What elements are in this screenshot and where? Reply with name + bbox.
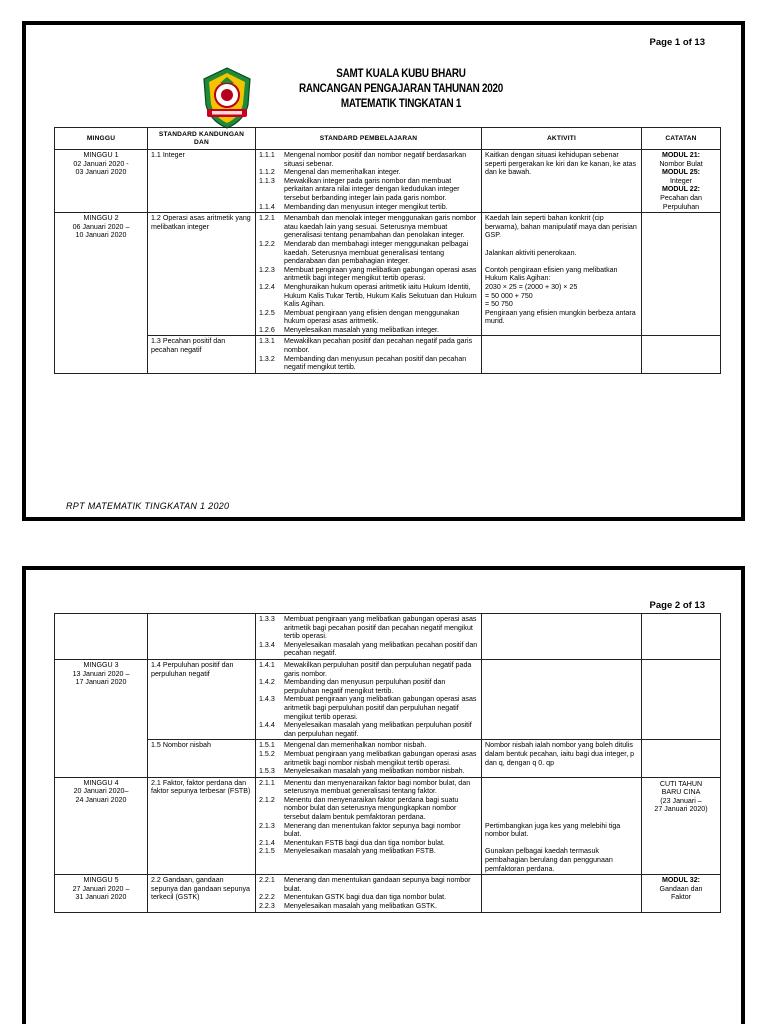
learning-standard-text: Menyelesaikan masalah yang melibatkan pecahan positif dan pecahan negatif. (284, 640, 478, 658)
page-number: Page 2 of 13 (649, 600, 705, 611)
plan-title: RANCANGAN PENGAJARAN TAHUNAN 2020 (299, 83, 503, 95)
table-row (55, 777, 721, 875)
content-standard-text: 1.2 Operasi asas aritmetik yang melibatkan integer (151, 214, 251, 231)
learning-standard-text: Menentukan GSTK bagi dua dan tiga nombor bulat. (284, 893, 447, 902)
learning-standard-cell (256, 740, 482, 777)
learning-standard-code: 1.4.1 (259, 660, 275, 669)
learning-standard-text: Membanding dan menyusun perpuluhan positif dan perpuluhan negatif mengikut tertib. (284, 678, 446, 695)
learning-standard-code: 1.2.1 (259, 214, 275, 223)
content-standard-text: 2.2 Gandaan, gandaan sepunya dan gandaan sepunya terkecil (GSTK) (151, 876, 251, 902)
content-standard-cell (148, 777, 256, 875)
header-standard-kandungan: STANDARD KANDUNGAN DAN (148, 128, 256, 150)
notes-cell (642, 659, 721, 739)
learning-standard-text: Membuat pengiraan yang melibatkan gabungan operasi asas aritmetik bagi perpuluhan positif dan perpuluhan negatif mengikut tertib operasi. (284, 695, 477, 721)
learning-standard-item (259, 796, 478, 822)
learning-standard-item (259, 309, 478, 326)
learning-standard-text: Mewakilkan integer pada garis nombor dan membuat perkaitan antara nilai integer dengan kedudukan integer tersebut berbanding integer lain pada garis nombor. (284, 176, 460, 202)
learning-standard-cell (256, 777, 482, 875)
content-standard-text: 1.1 Integer (151, 151, 185, 159)
header-aktiviti: AKTIVITI (482, 128, 642, 150)
learning-standard-item (259, 283, 478, 309)
learning-standard-text: Menghuraikan hukum operasi aritmetik iaitu Hukum Identiti, Hukum Kalis Tukar Tertib, Hukum Kalis Sekutuan dan Hukum Kalis Agihan. (284, 282, 477, 309)
learning-standard-item (259, 721, 478, 738)
week-cell (55, 659, 148, 777)
learning-standard-cell (256, 875, 482, 912)
learning-standard-code: 1.1.1 (259, 151, 275, 159)
week-cell (55, 777, 148, 875)
activity-cell (482, 740, 642, 777)
learning-standard-cell (256, 336, 482, 373)
content-standard-cell (148, 614, 256, 660)
learning-standard-item (259, 876, 478, 893)
learning-standard-item (259, 661, 478, 678)
notes-cell (642, 740, 721, 777)
learning-standard-code: 1.2.5 (259, 308, 275, 317)
learning-standard-item (259, 355, 478, 372)
learning-standard-text: Menerang dan menentukan gandaan sepunya bagi nombor bulat. (284, 876, 471, 893)
learning-standard-text: Membuat pengiraan yang melibatkan gabungan operasi asas aritmetik bagi nombor nisbah mengikut tertib operasi. (284, 749, 477, 767)
learning-standard-code: 2.1.2 (259, 795, 275, 804)
learning-standard-code: 1.5.2 (259, 749, 275, 758)
learning-standard-text: Menerang dan menentukan faktor sepunya bagi nombor bulat. (284, 821, 461, 839)
learning-standard-text: Menentukan FSTB bagi dua dan tiga nombor bulat. (284, 838, 445, 847)
learning-standard-text: Mengenal nombor positif dan nombor negatif berdasarkan situasi sebenar. (284, 151, 467, 168)
content-standard-cell (148, 659, 256, 739)
learning-standard-item (259, 767, 478, 776)
learning-standard-code: 1.3.1 (259, 337, 275, 346)
learning-standard-item (259, 240, 478, 266)
learning-standard-code: 1.5.3 (259, 767, 275, 776)
activity-cell (482, 150, 642, 213)
activity-text: Contoh pengiraan efisien yang melibatkan Hukum Kalis Agihan: 2030 × 25 = (2000 + 30) × 25 = 50 000 + 750 = 50 750 Pengiraan yang efisien mungkin berbeza antara murid. (485, 265, 636, 326)
content-standard-cell (148, 875, 256, 912)
plan-table-continued (54, 613, 721, 913)
learning-standard-cell (256, 614, 482, 660)
learning-standard-text: Membuat pengiraan yang melibatkan gabungan operasi asas aritmetik bagi integer mengikut tertib operasi. (284, 265, 477, 283)
week-line: 03 Januari 2020 (75, 168, 127, 177)
learning-standard-item (259, 177, 478, 203)
notes-cell (642, 150, 721, 213)
learning-standard-text: Mengenal dan memerihalkan integer. (284, 168, 401, 177)
week-line: 24 Januari 2020 (75, 795, 127, 804)
note-line: Nombor Bulat (659, 159, 703, 168)
learning-standard-text: Mewakilkan pecahan positif dan pecahan negatif pada garis nombor. (284, 337, 473, 355)
learning-standard-item (259, 168, 478, 177)
activity-text: Gunakan pelbagai kaedah termasuk pembahagian berulang dan penggunaan pemfaktoran perdana. (485, 847, 613, 873)
content-standard-cell (148, 213, 256, 336)
learning-standard-text: Mengenal dan memerihalkan nombor nisbah. (284, 741, 427, 750)
activity-text: Kaedah lain seperti bahan konkrit (cip berwarna), bahan manipulatif maya dan perisian GSP. (485, 214, 637, 240)
learning-standard-cell (256, 150, 482, 213)
note-line: Integer (669, 176, 693, 185)
learning-standard-text: Membanding dan menyusun integer mengikut tertib. (284, 202, 448, 211)
note-line: CUTI TAHUN (659, 779, 703, 788)
note-line: MODUL 21: (661, 151, 701, 159)
table-row (55, 659, 721, 739)
learning-standard-text: Menentu dan menyenaraikan faktor perdana bagi suatu nombor bulat dan seterusnya mengungkapkan nombor tersebut dalam bentuk pemfaktoran perdana. (284, 795, 459, 822)
page-separator (0, 525, 768, 566)
learning-standard-text: Menambah dan menolak integer menggunakan garis nombor atau kaedah lain yang sesuai. Seterusnya membuat generalisasi tentang penambahan dan penolakan integer. (284, 214, 477, 240)
learning-standard-item (259, 326, 478, 335)
week-cell (55, 213, 148, 374)
week-line: MINGGU 2 (83, 214, 119, 223)
notes-cell (642, 875, 721, 912)
week-line: MINGGU 5 (83, 876, 119, 885)
learning-standard-code: 1.4.2 (259, 678, 275, 687)
learning-standard-text: Mendarab dan membahagi integer menggunakan pelbagai kaedah. Seterusnya membuat generalisasi tentang pendarabaan dan pembahagian integer. (284, 239, 469, 266)
activity-cell (482, 875, 642, 912)
activity-text: Kaitkan dengan situasi kehidupan sebenar seperti pergerakan ke kiri dan ke kanan, ke atas dan ke bawah. (485, 151, 637, 177)
learning-standard-item (259, 779, 478, 796)
learning-standard-cell (256, 213, 482, 336)
week-line: 17 Januari 2020 (75, 678, 127, 687)
notes-cell (642, 614, 721, 660)
activity-text: Pertimbangkan juga kes yang melebihi tiga nombor bulat. (485, 821, 621, 839)
learning-standard-item (259, 741, 478, 750)
note-line: (23 Januari – (660, 796, 702, 805)
document-title (276, 67, 525, 112)
learning-standard-text: Membuat pengiraan yang efisien dengan menggunakan hukum operasi asas aritmetik. (284, 308, 460, 326)
learning-standard-cell (256, 659, 482, 739)
note-line: Gandaan dan (659, 884, 703, 893)
activity-cell (482, 777, 642, 875)
learning-standard-text: Membuat pengiraan yang melibatkan gabungan operasi asas aritmetik bagi pecahan positif dan pecahan negatif mengikut tertib operasi. (284, 615, 477, 641)
learning-standard-item (259, 641, 478, 658)
document-page-1 (22, 21, 745, 521)
week-line: 02 Januari 2020 - (73, 159, 129, 168)
note-line: MODUL 25: (661, 168, 701, 177)
learning-standard-item (259, 337, 478, 354)
table-row (55, 213, 721, 336)
document-page-2 (22, 566, 745, 1024)
content-standard-cell (148, 150, 256, 213)
table-row (55, 614, 721, 660)
header-catatan: CATATAN (642, 128, 721, 150)
note-line: 27 Januari 2020) (654, 805, 708, 814)
learning-standard-item (259, 902, 478, 911)
table-row (55, 150, 721, 213)
week-line: MINGGU 1 (83, 151, 119, 159)
learning-standard-item (259, 678, 478, 695)
note-line: Pecahan dan (660, 193, 702, 202)
table-row (55, 875, 721, 912)
week-line: 31 Januari 2020 (75, 893, 127, 902)
page-number: Page 1 of 13 (649, 37, 705, 48)
learning-standard-text: Menyelesaikan masalah yang melibatkan integer. (284, 325, 439, 334)
learning-standard-text: Menentu dan menyenaraikan faktor bagi nombor bulat, dan seterusnya membuat generalisasi tentang faktor. (284, 778, 471, 796)
learning-standard-code: 1.1.2 (259, 168, 275, 177)
week-line: MINGGU 3 (83, 660, 119, 669)
learning-standard-item (259, 214, 478, 240)
learning-standard-code: 1.2.6 (259, 325, 275, 334)
notes-cell (642, 213, 721, 336)
school-crest-logo (198, 65, 256, 131)
note-line: Perpuluhan (662, 202, 700, 211)
learning-standard-code: 1.1.4 (259, 202, 275, 211)
week-line: MINGGU 4 (83, 778, 119, 787)
week-line: 06 Januari 2020 – (72, 222, 130, 231)
learning-standard-item (259, 847, 478, 856)
page-footer: RPT MATEMATIK TINGKATAN 1 2020 (66, 501, 230, 511)
learning-standard-item (259, 839, 478, 848)
header-minggu: MINGGU (55, 128, 148, 150)
learning-standard-item (259, 822, 478, 839)
learning-standard-code: 1.1.3 (259, 176, 275, 185)
content-standard-text: 1.5 Nombor nisbah (151, 741, 211, 750)
week-line: 10 Januari 2020 (75, 231, 127, 240)
content-standard-text: 1.3 Pecahan positif dan pecahan negatif (151, 337, 226, 355)
activity-cell (482, 614, 642, 660)
learning-standard-text: Menyelesaikan masalah yang melibatkan GSTK. (284, 902, 437, 911)
learning-standard-code: 1.4.3 (259, 695, 275, 704)
learning-standard-item (259, 750, 478, 767)
activity-text: Nombor nisbah ialah nombor yang boleh ditulis dalam bentuk pecahan, iaitu bagi dua integer, p dan q, dengan q 0. qp (485, 741, 635, 767)
note-line: BARU CINA (661, 788, 701, 797)
learning-standard-code: 1.4.4 (259, 721, 275, 730)
activity-cell (482, 336, 642, 373)
learning-standard-code: 1.2.4 (259, 282, 275, 291)
notes-cell (642, 777, 721, 875)
learning-standard-code: 2.2.2 (259, 893, 275, 902)
learning-standard-code: 2.1.3 (259, 821, 275, 830)
content-standard-text: 1.4 Perpuluhan positif dan perpuluhan negatif (151, 660, 234, 678)
learning-standard-item (259, 893, 478, 902)
activity-cell (482, 659, 642, 739)
learning-standard-item (259, 266, 478, 283)
learning-standard-text: Menyelesaikan masalah yang melibatkan FSTB. (284, 847, 436, 856)
note-line: MODUL 22: (661, 185, 701, 194)
learning-standard-item (259, 151, 478, 168)
table-row (55, 336, 721, 373)
learning-standard-code: 2.2.1 (259, 876, 275, 885)
learning-standard-code: 1.5.1 (259, 741, 275, 750)
learning-standard-code: 1.3.2 (259, 354, 275, 363)
learning-standard-code: 2.1.1 (259, 778, 275, 787)
note-line: Faktor (670, 893, 692, 902)
learning-standard-item (259, 203, 478, 212)
table-row (55, 740, 721, 777)
learning-standard-code: 1.2.3 (259, 265, 275, 274)
learning-standard-code: 1.3.4 (259, 640, 275, 649)
content-standard-text: 2.1 Faktor, faktor perdana dan faktor sepunya terbesar (FSTB) (151, 778, 251, 796)
week-line: 13 Januari 2020 – (72, 669, 130, 678)
learning-standard-text: Mewakilkan perpuluhan positif dan perpuluhan negatif pada garis nombor. (284, 660, 472, 678)
learning-standard-item (259, 695, 478, 721)
notes-cell (642, 336, 721, 373)
learning-standard-code: 1.3.3 (259, 615, 275, 623)
header-standard-pembelajaran: STANDARD PEMBELAJARAN (256, 128, 482, 150)
learning-standard-text: Menyelesaikan masalah yang melibatkan perpuluhan positif dan perpuluhan negatif. (284, 721, 472, 738)
note-line: MODUL 32: (661, 876, 701, 885)
learning-standard-code: 2.1.5 (259, 847, 275, 856)
learning-standard-text: Menyelesaikan masalah yang melibatkan nombor nisbah. (284, 767, 465, 776)
learning-standard-code: 1.2.2 (259, 239, 275, 248)
learning-standard-text: Membanding dan menyusun pecahan positif dan pecahan negatif mengikut tertib. (284, 354, 467, 372)
activity-cell (482, 213, 642, 336)
week-cell (55, 150, 148, 213)
week-cell (55, 875, 148, 912)
learning-standard-item (259, 615, 478, 641)
content-standard-cell (148, 336, 256, 373)
learning-standard-code: 2.1.4 (259, 838, 275, 847)
week-cell (55, 614, 148, 660)
school-name: SAMT KUALA KUBU BHARU (336, 68, 466, 80)
subject-title: MATEMATIK TINGKATAN 1 (340, 98, 462, 110)
content-standard-cell (148, 740, 256, 777)
week-line: 27 Januari 2020 – (72, 884, 130, 893)
week-line: 20 Januari 2020– (73, 787, 129, 796)
learning-standard-code: 2.2.3 (259, 902, 275, 911)
plan-table (54, 127, 721, 374)
activity-text: Jalankan aktiviti penerokaan. (485, 248, 577, 257)
